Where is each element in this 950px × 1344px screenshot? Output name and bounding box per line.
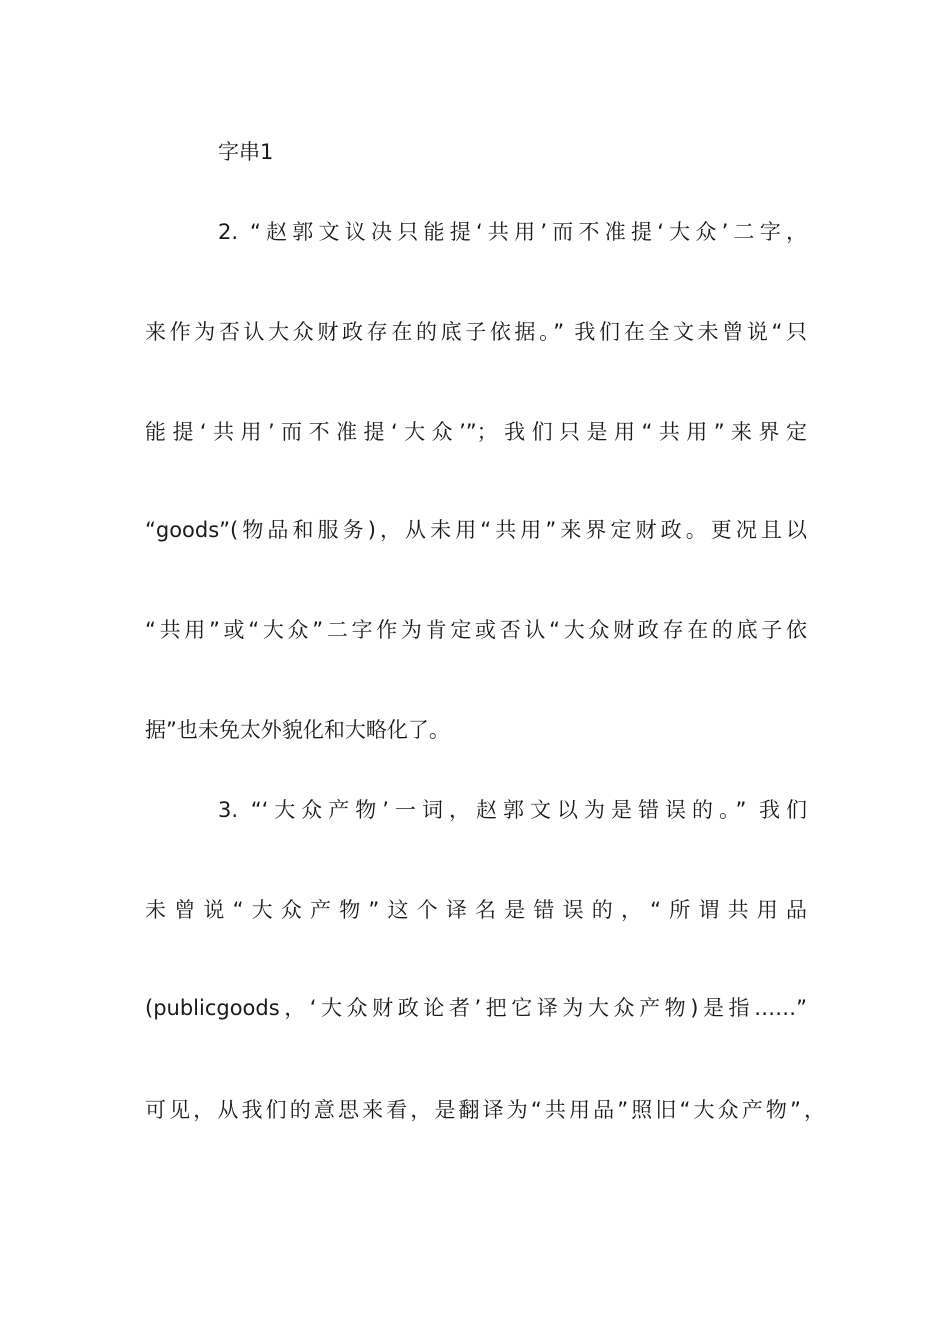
paragraph-2-line-2: 来作为否认大众财政存在的底子依据。” 我们在全文未曾说“只 bbox=[145, 320, 807, 344]
paragraph-3-line-1: 3. “‘大众产物’一词，赵郭文以为是错误的。” 我们 bbox=[218, 798, 807, 822]
paragraph-2-line-5: “共用”或“大众”二字作为肯定或否认“大众财政存在的底子依 bbox=[145, 618, 807, 642]
paragraph-3-line-2: 未曾说“大众产物”这个译名是错误的，“所谓共用品 bbox=[145, 898, 807, 922]
paragraph-2-line-6: 据”也未免太外貌化和大略化了。 bbox=[145, 718, 450, 742]
paragraph-3-line-3: (publicgoods，‘大众财政论者’把它译为大众产物)是指……” bbox=[145, 996, 807, 1020]
paragraph-3-line-4: 可见，从我们的意思来看，是翻译为“共用品”照旧“大众产物”， bbox=[145, 1098, 825, 1122]
paragraph-2-line-3: 能提‘共用’而不准提‘大众’”；我们只是用“共用”来界定 bbox=[145, 420, 807, 444]
paragraph-2-line-4: “goods”(物品和服务)，从未用“共用”来界定财政。更况且以 bbox=[145, 518, 807, 542]
paragraph-2-line-1: 2. “赵郭文议决只能提‘共用’而不准提‘大众’二字， bbox=[218, 220, 807, 244]
string-label: 字串1 bbox=[218, 140, 274, 164]
